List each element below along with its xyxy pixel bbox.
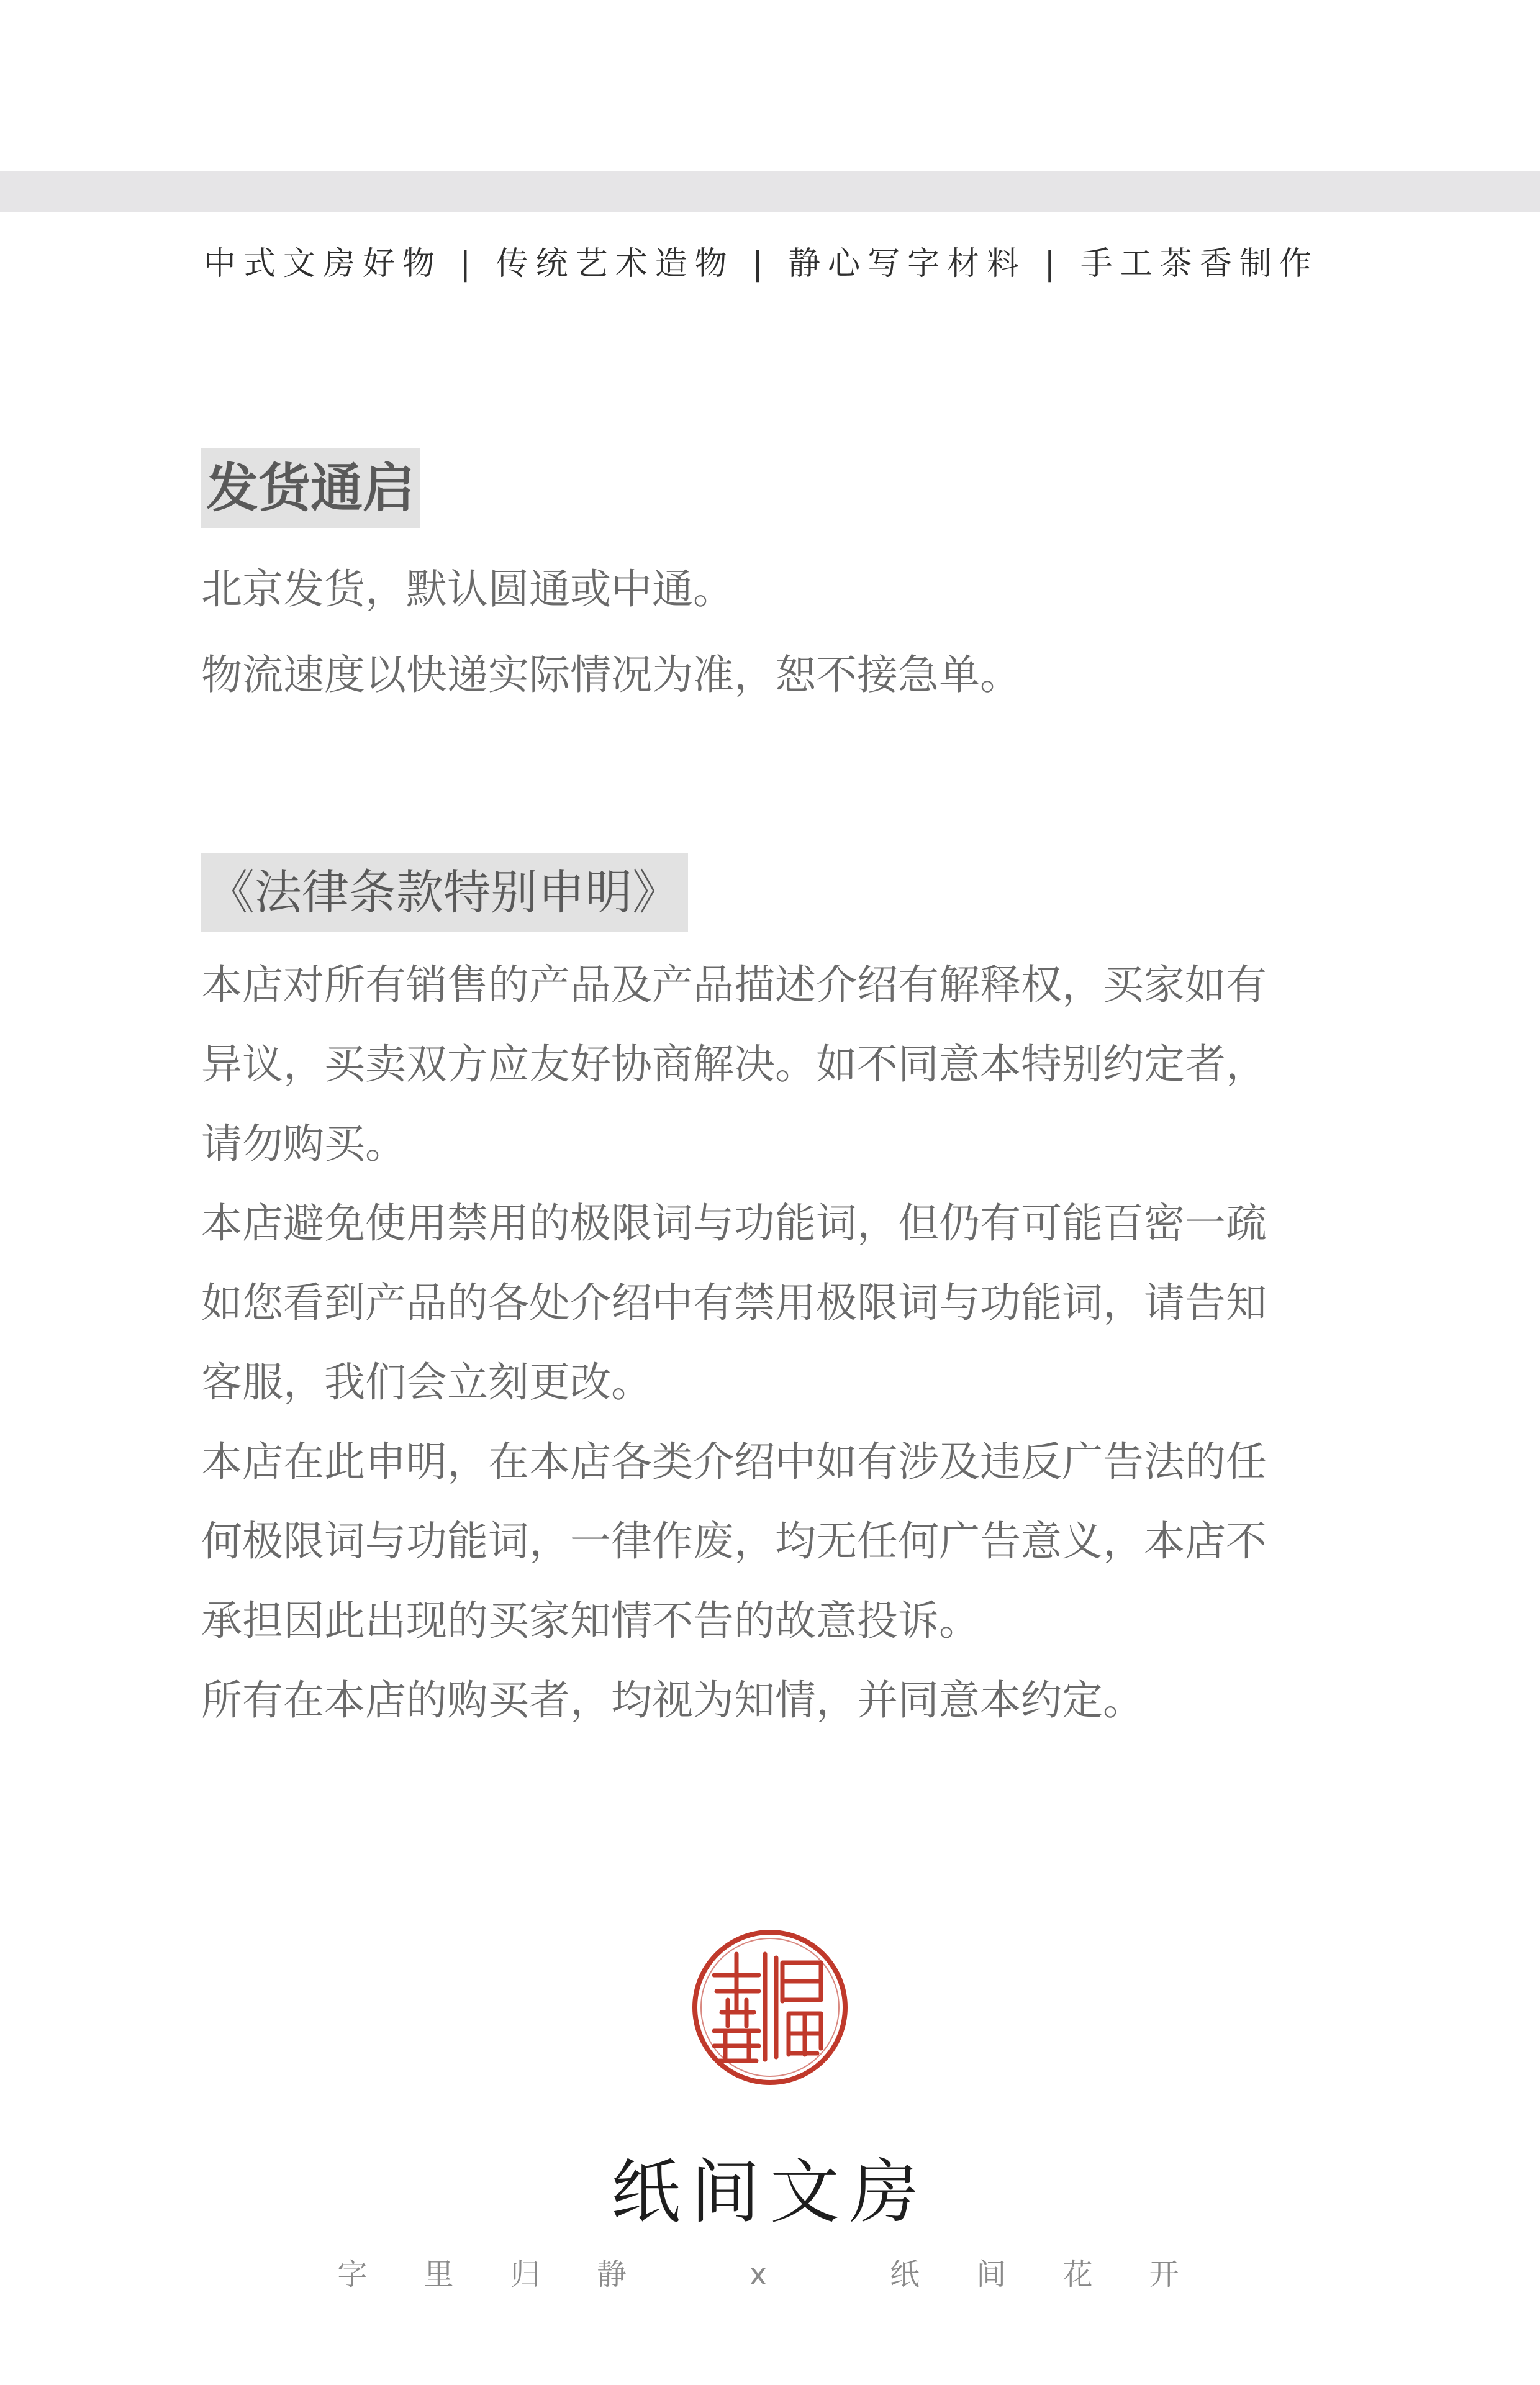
top-divider-band [0, 171, 1540, 212]
legal-terms-heading: 《法律条款特别申明》 [201, 853, 688, 932]
shipping-line: 北京发货，默认圆通或中通。 [201, 565, 734, 613]
legal-line: 请勿购买。 [201, 1120, 406, 1168]
legal-line: 客服，我们会立刻更改。 [201, 1358, 652, 1406]
legal-line: 承担因此出现的买家知情不告的故意投诉。 [201, 1597, 980, 1645]
shipping-line: 物流速度以快递实际情况为准，恕不接急单。 [201, 651, 1021, 699]
brand-slogan: 字 里 归 静 x 纸 间 花 开 [337, 2257, 1203, 2292]
legal-line: 所有在本店的购买者，均视为知情，并同意本约定。 [201, 1676, 1144, 1724]
legal-line: 本店避免使用禁用的极限词与功能词，但仍有可能百密一疏 [201, 1199, 1267, 1247]
legal-line: 本店对所有销售的产品及产品描述介绍有解释权，买家如有 [201, 961, 1267, 1009]
legal-line: 本店在此申明，在本店各类介绍中如有涉及违反广告法的任 [201, 1438, 1267, 1486]
legal-line: 如您看到产品的各处介绍中有禁用极限词与功能词，请告知 [201, 1279, 1267, 1327]
brand-name: 纸间文房 [611, 2152, 929, 2233]
legal-line: 异议，买卖双方应友好协商解决。如不同意本特别约定者， [201, 1040, 1267, 1088]
shipping-notice-body [201, 547, 1350, 718]
shipping-notice-heading: 发货通启 [201, 448, 420, 528]
store-tagline: 中式文房好物 | 传统艺术造物 | 静心写字材料 | 手工茶香制作 [204, 245, 1319, 283]
legal-terms-body [201, 945, 1350, 1740]
legal-line: 何极限词与功能词，一律作废，均无任何广告意义，本店不 [201, 1517, 1267, 1565]
red-seal-icon [689, 1927, 851, 2088]
